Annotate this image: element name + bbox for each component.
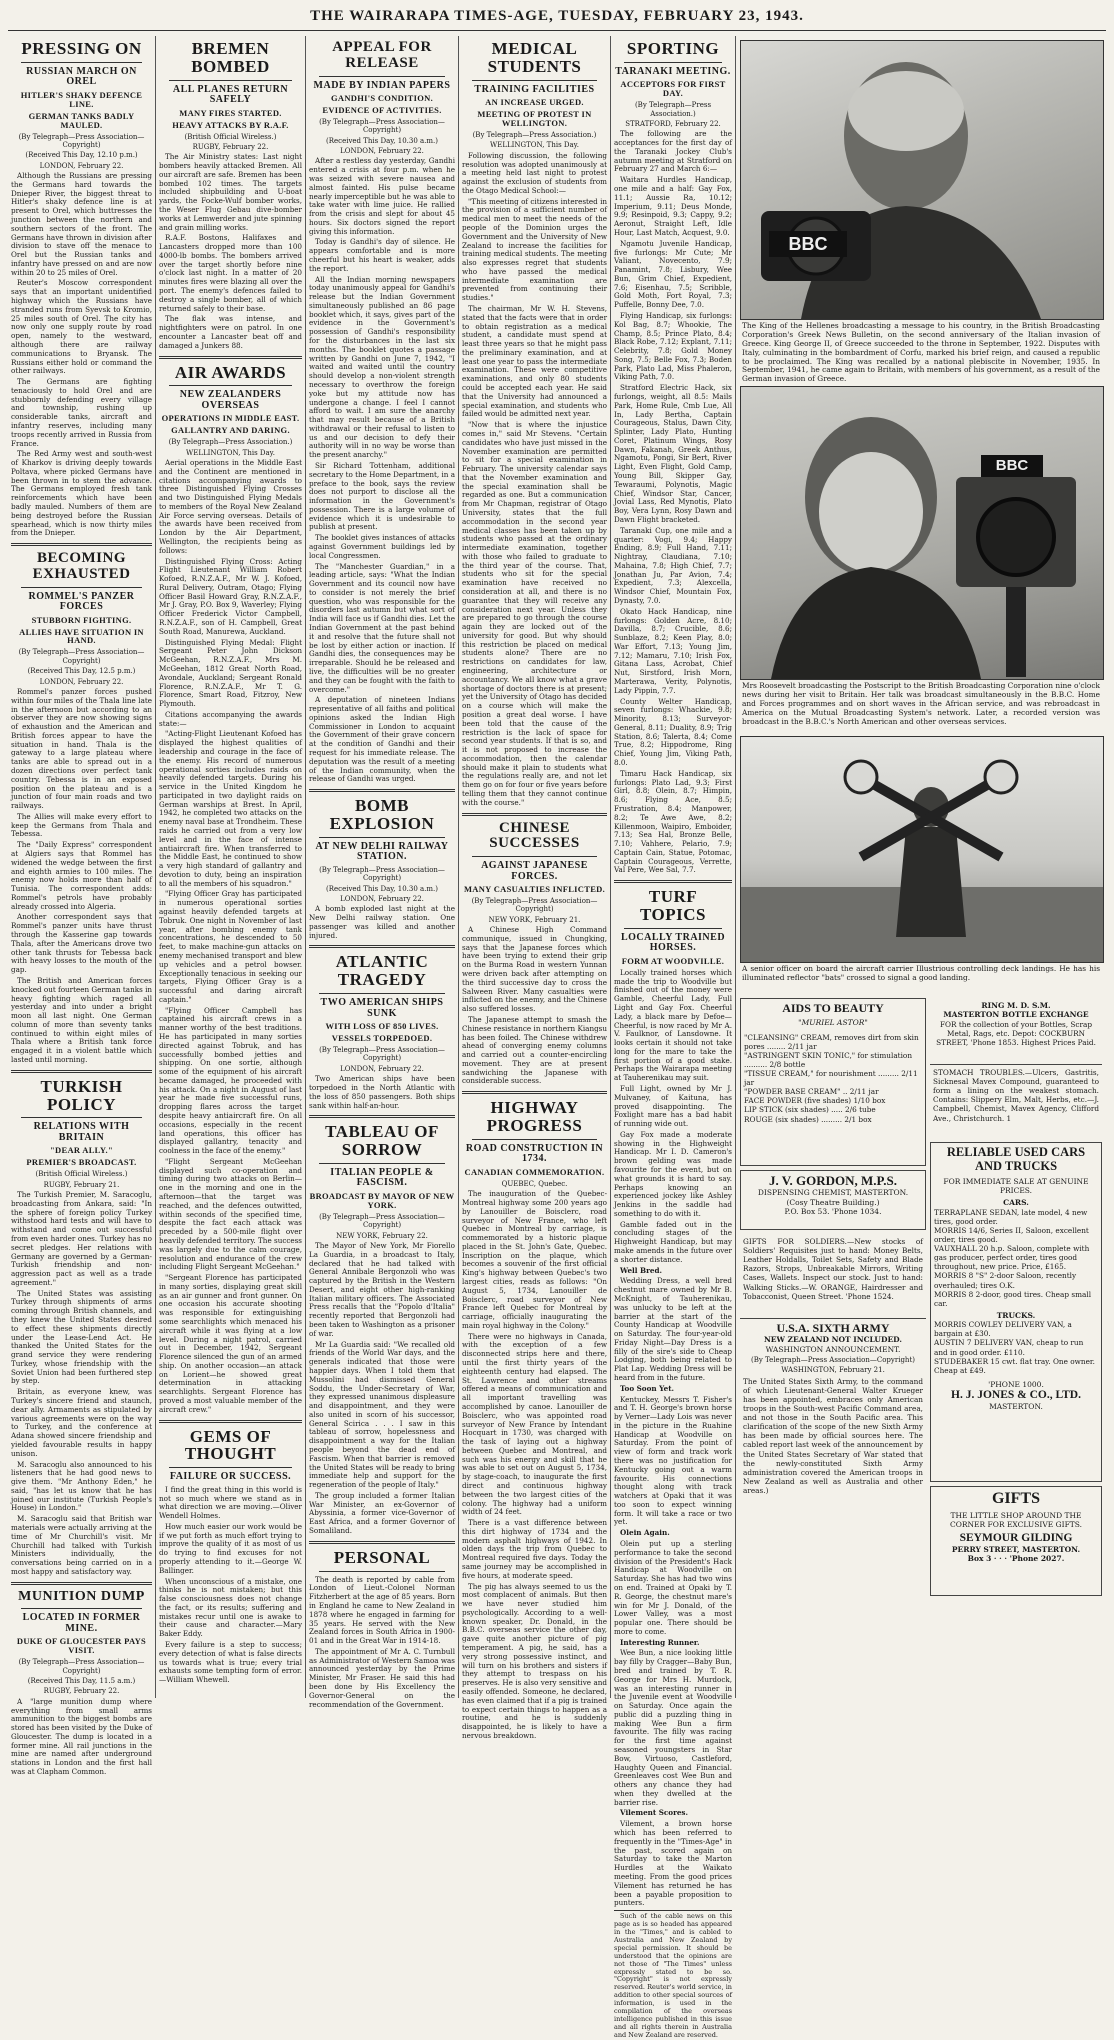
ad-body: FOR the collection of your Bottles, Scrap Metal, Rags, etc. Depot: COCKBURN STREET, 'Phone 1853. Highest Prices Paid. (936, 1019, 1096, 1047)
subhead: RELATIONS WITH BRITAIN (33, 1121, 130, 1143)
columns (8, 36, 1106, 2039)
paragraph: Wedding Dress, a well bred chestnut mare owned by Mr B. McKnight, of Tauherenikau, was unlucky to be left at the barrier at the start of the County Handicap at Woodville on Saturday. The four-year-old Friday Night—Day Dress is a filly of the sire's side to Cheap Lodging, both being related to Plat Lap. Wedding Dress will be heard from in the future. (614, 1276, 732, 1382)
paragraph: Although the Russians are pressing the Germans hard towards the Dnieper River, the biggest threat to Hitler's shaky defence line is at present to Orel, which buttresses the junction between the northern and southern sectors of the front. The Germans have thrown in division after division to stave off the menace to Orel but the Russian tanks and infantry have pressed on and are now within 20 to 25 miles of Orel. (11, 171, 152, 277)
ad-title: U.S.A. SIXTH ARMY (776, 1321, 890, 1335)
carrier-officer-image (741, 737, 1103, 962)
ad-title: RELIABLE USED CARS AND TRUCKS (946, 1145, 1086, 1173)
headline-sporting: SPORTING (626, 39, 720, 58)
paragraph: Kentuckey, Messrs T. Fisher's and T. H. George's brown horse by Verner—Lady Lois was never in the picture in the Ruahine Handicap at Woodville on Saturday. From the point of view of form and track work there was no justification for Kentucky going out a warm favourite. His connections thought along with track watchers at Opaki that it was too soon to expect winning form. It will take a race or two yet. (614, 1394, 732, 1527)
paragraph: Full Light, owned by Mr J. Mulvaney, of Kaituna, has proved disappointing. The Foxlight mare has a bad habit of running wide out. (614, 1083, 732, 1129)
paragraph: Vilement, a brown horse which has been referred to frequently in the "Times-Age" in the past, scored again on Saturday to take the Marton Hurdles at the Waikato meeting. From the good prices Vilement has returned he has been a payable proposition to punters. (614, 1819, 732, 1908)
dateline: NEW YORK, February 22. (336, 1231, 428, 1240)
ad-section: CARS. (1003, 1198, 1029, 1208)
dateline: (Received This Day, 10.30 a.m.) (326, 884, 438, 893)
paragraph: The Air Ministry states: Last night bombers heavily attacked Bremen. All our aircraft are safe. Bremen has been bombed 102 times. The targets included shipbuilding and U-boat yards, the Focke-Wulf bomber works, the Weser Flug Gebau dive-bomber works at Lemwerder and jute spinning and grain milling works. (159, 152, 302, 232)
subhead: MANY CASUALTIES INFLICTED. (463, 884, 606, 895)
paragraph: The booklet gives instances of attacks against Government buildings led by local Congressmen. (309, 533, 455, 560)
paragraph: A "large munition dump where everything from small arms ammunition to the biggest bombs are stored has been visited by the Duke of Gloucester. The dump is located in a former mine. All rail junctions in the mine are named after underground stations in London and the first hall was at Clapham Common. (11, 1696, 152, 1777)
ad-line: MORRIS 8 2-door, good tires. Cheap small car. (934, 1289, 1092, 1308)
dateline: WELLINGTON, This Day. (490, 141, 579, 150)
subhead: ALL PLANES RETURN SAFELY (172, 83, 289, 106)
ad-line: "POWDER BASE CREAM" .. 2/11 jar (744, 1087, 879, 1097)
paragraph: A deputation of nineteen Indians representative of all faiths and political opinions asked the Indian High Commissioner in London to acquaint the Government of their grave concern at the condition of Gandhi and their request for his immediate release. The deputation was the result of a meeting of the Indian community, when the release of Gandhi was urged. (309, 695, 455, 784)
headline-highway-progress: HIGHWAY PROGRESS (486, 1098, 583, 1136)
ad-line: ROUGE (six shades) ......... 2/1 box (744, 1114, 872, 1124)
photo-king-of-hellenes (740, 40, 1104, 320)
ad-subtitle: "MURIEL ASTOR" (798, 1018, 868, 1028)
paragraph: Britain, as everyone knew, was Turkey's sincere friend and staunch, dear ally. Armaments as stipulated by various agreements were on the way to Turkey, and the conference at Adana showed sincere friendship and yielded favourable results in happy unison. (11, 1387, 152, 1458)
paragraph: The flak was intense, and nightfighters were on patrol. In one encounter a Lancaster beat off and damaged a Junkers 88. (159, 314, 302, 350)
ad-usa-sixth-army (740, 1318, 926, 1694)
ad-subtitle: THE LITTLE SHOP AROUND THE CORNER FOR EXCLUSIVE GIFTS. (949, 1510, 1083, 1529)
ad-subtitle: (Cosy Theatre Building.) (786, 1197, 880, 1207)
subhead: GANDHI'S CONDITION. (330, 93, 434, 103)
subhead: MADE BY INDIAN PAPERS (313, 79, 451, 91)
subhead: WITH LOSS OF 850 LIVES. (325, 1021, 439, 1032)
dateline: (Received This Day, 11.5 a.m.) (27, 1676, 136, 1685)
paragraph: Well Bred. (620, 1265, 662, 1275)
ad-title: AIDS TO BEAUTY (782, 1001, 884, 1015)
ad-line: MORRIS 14/6, Series II, Saloon, excellent order, tires good. (934, 1225, 1089, 1244)
dateline: QUEBEC, Quebec. (501, 1179, 568, 1188)
subhead: OPERATIONS IN MIDDLE EAST. (161, 413, 300, 424)
column-5 (611, 36, 736, 2039)
dateline: (By Telegraph—Press Association—Copyright) (319, 1046, 445, 1063)
dateline: (By Telegraph—Press Association—Copyright) (18, 1658, 145, 1675)
column-4 (459, 36, 611, 1740)
paragraph: Gamble faded out in the concluding stages of the Highweight Handicap, but may make amends in the future over a shorter distance. (614, 1219, 732, 1264)
headline-atlantic-tragedy: ATLANTIC TRAGEDY (335, 952, 429, 990)
paragraph: The Allies will make every effort to keep the Germans from Thala and Tebessa. (11, 811, 152, 839)
dateline: LONDON, February 22. (39, 677, 124, 686)
subhead: DUKE OF GLOUCESTER PAYS VISIT. (16, 1636, 147, 1656)
subhead: LOCALLY TRAINED HORSES. (620, 931, 726, 954)
paragraph: "This meeting of citizens interested in the provision of a sufficient number of medical men to meet the needs of the people of the Dominion urges the Government and the University of New Zealand to increase the facilities for training medical students. The meeting also expresses regret that students who have passed the medical intermediate examination are prevented from continuing their studies." (462, 196, 607, 303)
paragraph: The pig has always seemed to us the most complacent of animals. But then we have never studied him psychologically. According to a well-known speaker, Dr. Donald, in the B.B.C. overseas service the other day, gave quite another picture of pig temperament. A pig, he said, has a very strong possessive instinct, and will turn on his brothers and sisters if they attempt to trespass on his preserves. He is also very sensitive and easily offended. Someone, he declared, has even claimed that if a pig is trained to expect certain things to happen as a routine, and he is suddenly disappointed, he is likely to have a nervous breakdown. (462, 1581, 607, 1740)
dateline: (Received This Day, 12.5 p.m.) (27, 667, 136, 676)
subhead: ROMMEL'S PANZER FORCES (28, 590, 135, 613)
subhead: ITALIAN PEOPLE & FASCISM. (330, 1166, 434, 1189)
paragraph: "Flying Officer Campbell has captained his aircraft crews in a manner worthy of the best traditions. He has participated in many sorties directed against Tobruk, and has successfully bombed jetties and shipping. On one sortie, although some of the equipment of his aircraft became damaged, he proceeded with his attack. On a night in August of last year he made five successful runs, dropping flares across the target despite heavy antiaircraft fire. On all occasions, especially in the recent land operations, this officer has displayed gallantry, tenacity and coolness in the face of the enemy." (159, 1005, 302, 1156)
dateline: (By Telegraph—Press Association.) (168, 438, 293, 447)
paragraph: The United States was assisting Turkey through shipments of arms coming through British channels, and they knew the United States desired to effect these shipments directly under the Lease-Lend Act. He thanked the United States for the grand service they were rendering Turkey, whose friendship with the Soviet Union had been furthered step by step. (11, 1288, 152, 1386)
paragraph: Waitara Hurdles Handicap, one mile and a half: Gay Fox, 11.1; Aussie Ra, 10.12; Imperium, 9.11; Deus Monde, 9.9; Resinpoid, 9.3; Cappy, 9.2; Aeronut, Straight Left, Idle Hour, Last Match, Acquest, 9.0. (614, 175, 732, 237)
ad-title: RING M. D. S.M. (981, 1001, 1051, 1010)
dateline: (By Telegraph—Press Association—Copyright) (18, 648, 145, 665)
subhead: TRAINING FACILITIES (474, 83, 595, 95)
ad-line: AUSTIN 7 DELIVERY VAN, cheap to run and in good order. £110. (934, 1338, 1084, 1357)
paragraph: "Sergeant Florence has participated in many sorties, displaying great skill as an air gunner and front gunner. On one occasion his accurate shooting was responsible for extinguishing some searchlights which menaced his aircraft while it was flying at a low level. During a night patrol, carried out in December, 1942, Sergeant Florence silenced the gun of an armed ship. On another occasion—an attack on Lorient—he showed great determination in attacking searchlights. Sergeant Florence has proved a most valuable member of the aircraft crew." (159, 1273, 302, 1414)
paragraph: The Red Army west and south-west of Kharkov is driving deeply towards Poltava, where picked Germans have been thrown in to stem the advance. The Germans employed fresh tank reinforcements which have been badly mauled. Numbers of them are being destroyed before the Russian spearhead, which is now thirty miles from the Dnieper. (11, 449, 152, 538)
subhead: CANADIAN COMMEMORATION. (464, 1166, 605, 1177)
paragraph: Two American ships have been torpedoed in the North Atlantic with the loss of 850 passengers. Both ships sank within half-an-hour. (309, 1074, 455, 1110)
masthead: THE WAIRARAPA TIMES-AGE, TUESDAY, FEBRUARY 23, 1943. (8, 8, 1106, 31)
ad-line: "CLEANSING" CREAM, removes dirt from skin pores ........ 2/11 jar (744, 1032, 919, 1051)
paragraph: The British and American forces knocked out fourteen German tanks in heavy fighting which raged all yesterday and into under a bright moon all last night. One German column of more than seventy tanks continued to within eight miles of Thala where a British tank force engaged it in a violent battle which lasted until morning. (11, 975, 152, 1064)
ad-line: "TISSUE CREAM," for nourishment ......... 2/11 jar (744, 1069, 918, 1088)
subhead: RUSSIAN MARCH ON OREL (26, 65, 137, 88)
paragraph: How much easier our work would be if we put forth as much effort trying to improve the quality of it as most of us do trying to find excuses for not properly attending to it.—George W. Ballinger. (159, 1521, 302, 1575)
dateline: LONDON, February 22. (340, 147, 424, 156)
paragraph: All the Indian morning newspapers today unanimously appeal for Gandhi's release but the Indian Government simultaneously published an 86 page booklet which, it says, gives part of the evidence in the Government's possession of Gandhi's responsibility for the disturbances in the last six months. The booklet quotes a passage written by Gandhi on June 7, 1942, "I waited and waited until the country should develop a non-violent strength necessary to overthrow the foreign yoke but my attitude now has undergone a change. I feel I cannot afford to wait. I am sure the anarchy that may result because of a British withdrawal or their refusal to listen to us and our decision to defy their authority will in no way be worse than the present anarchy." (309, 274, 455, 460)
paragraph: The Japanese attempt to smash the Chinese resistance in northern Kiangsu has been foiled. The Chinese withdrew ahead of converging enemy columns and carried out a counter-encircling movement. They are at present sandwiching the Japanese with considerable success. (462, 1014, 607, 1086)
ad-subtitle: FOR IMMEDIATE SALE AT GENUINE PRICES. (943, 1176, 1089, 1195)
paragraph: When unconscious of a mistake, one thinks he is not mistaken; but this false consciousness does not change the fact, or its results; suffering and mistakes recur until one is awake to their cause and character.—Mary Baker Eddy. (159, 1576, 302, 1639)
paragraph: "Flying Officer Gray has participated in numerous operational sorties against heavily defended targets at Tobruk. One night in November of last year, after bombing enemy tank concentrations, he descended to 50 feet, to make machine-gun attacks on enemy mechanised transport and blew up vehicles and a petrol bowser. Exceptionally tenacious in seeking our targets, Flying Officer Gray is a successful and daring aircraft captain." (159, 889, 302, 1004)
ad-line: TERRAPLANE SEDAN, late model, 4 new tires, good order. (934, 1207, 1088, 1226)
caption-carrier: A senior officer on board the aircraft carrier Illustrious controlling deck landings. He has his illuminated reflector "bats" crossed to signal a good landing. (742, 964, 1100, 982)
ad-line: FACE POWDER (five shades) 1/10 box (744, 1096, 886, 1106)
king-portrait-image (741, 41, 1103, 319)
paragraph: Rommel's panzer forces pushed within four miles of the Thala line late in the afternoon but according to an observer they are now showing signs of exhaustion and the American and British forces appear to have the situation in hand. Thala is the gateway to a large plateau where tanks are able to spread out in a dozen directions over perfect tank country. Tebessa is in an exposed position on the plateau and is a junction of four main roads and two railways. (11, 686, 152, 811)
paragraph: Every failure is a step to success; every detection of what is false directs us towards what is true; every trial exhausts some tempting form of error.—William Whewell. (159, 1640, 302, 1685)
ad-stomach-troubles (930, 1064, 1102, 1138)
ad-body: GIFTS FOR SOLDIERS.—New stocks of Soldiers' Requisites just to hand: Money Belts, Leather Holdalls, Toilet Sets, Safety and Blade Razors, Strops, Unbreakable Mirrors, Writing Cases, Wallets. Inspect our stock. Just to hand: Walking Sticks.—W. ORANGE, Hairdresser and Tobacconist, Queen Street. 'Phone 1524. (743, 1237, 923, 1301)
ad-line: VAUXHALL 20 h.p. Saloon, complete with gas producer, perfect order, tires good throughout, new price. Price, £165. (934, 1244, 1090, 1272)
headline-personal: PERSONAL (333, 1547, 431, 1567)
ad-address: PERRY STREET, MASTERTON. (951, 1544, 1081, 1554)
dateline: LONDON, February 22. (340, 1064, 424, 1073)
headline-appeal-for-release: APPEAL FOR RELEASE (332, 39, 432, 71)
paragraph: Citations accompanying the awards state:— (159, 709, 302, 728)
paragraph: Ngamotu Juvenile Handicap, five furlongs: Mr Cute; Mr Valiant, Novecento, 7.9; Panamint, 7.8; Lisbury, Wee Bun, Grim Chief, Expedient, 7.6; Eisenhau, 7.5; Scribble, Gold Moth, Fort Royal, 7.3; Puffelle, Bonny Dee, 7.0. (614, 238, 732, 310)
ad-subtitle: NEW ZEALAND NOT INCLUDED. (763, 1335, 903, 1345)
paragraph: Olein Again. (620, 1528, 670, 1538)
bbc-logo: BBC (981, 455, 1043, 477)
ad-box: Box 3 · · · 'Phone 2027. (967, 1554, 1065, 1564)
paragraph: A Chinese High Command communique, issued in Chungking, says that the Japanese forces which have been trying to extend their grip on the Burma Road in western Yunnan were driven back after attempting on the third successive day to cross the Salween River. Many casualties were inflicted on the enemy, and the Chinese also suffered losses. (462, 925, 607, 1014)
paragraph: The following are the acceptances for the first day of the Taranaki Jockey Club's autumn meeting at Stratford on February 27 and March 6:— (614, 129, 732, 174)
subhead: STUBBORN FIGHTING. (31, 614, 132, 625)
paragraph: "Flight Sergeant McGeehan displayed such co-operation and timing during two attacks on Berlin—one in the morning and one in the afternoon—that the target was reached, and the defences outwitted, within seconds of the specified time, despite the fact each attack was preceded by a 500-mile flight over heavily defended territory. The success was largely due to the calm courage, resolution and endurance of the crew including Flight Sergeant McGeehan." (159, 1156, 302, 1272)
ad-phone: 'PHONE 1000. (988, 1379, 1044, 1389)
subhead: TWO AMERICAN SHIPS SUNK (320, 997, 444, 1019)
ad-gifts-for-soldiers (740, 1234, 926, 1314)
subhead: AT NEW DELHI RAILWAY STATION. (315, 840, 449, 863)
subhead: ROAD CONSTRUCTION IN 1734. (465, 1142, 604, 1165)
paragraph: Distinguished Flying Cross: Acting Flight Lieutenant William Robert Kofoed, R.N.Z.A.F., Mr W. J. Kofoed, Rural Delivery, Outram, Otago; Flying Officer Basil Howard Gray, R.N.Z.A.F., Mr J. Gray, P.O. Box 9, Waverley; Flying Officer Frederick Victor Campbell, R.N.Z.A.F., son of H. Campbell, Great South Road, Manurewa, Auckland. (159, 556, 302, 636)
paragraph: M. Saracoglu said that British war materials were actually arriving at the time of Mr Churchill's visit. Mr Churchill had talked with Turkish Ministers individually, the conversations being carried on in a most happy and satisfactory way. (11, 1514, 152, 1576)
ad-line: LIP STICK (six shades) ..... 2/6 tube (744, 1105, 876, 1115)
ad-subtitle: MASTERTON BOTTLE EXCHANGE (943, 1010, 1089, 1020)
headline-bremen-bombed: BREMEN BOMBED (191, 39, 270, 76)
paragraph: Stratford Electric Hack, six furlongs, weight, all 8.5: Mails Park, Home Rule, Cmb Lue, All In, Lady Bertha, Captain Courageous, Stalus, Dawn City, Splinter, Lady Plato, Hunting Coret, Platinum Wings, Rosy Dawn, Fakanah, Greek Anthus, Ngamotu, Pongi, Sir Bert, River Light, Even Flight, Gold Camp, Young Bill, Skipper Gay, Tewaraumi, Polynotis, Magic Chief, Windsor Star, Cancer, Jovial Lass, Red Mynotis, Plato Boy, Vera Lynn, Rosy Dawn and Dawn Flight bracketed. (614, 383, 732, 524)
headline-munition-dump: MUNITION DUMP (18, 1588, 145, 1604)
dateline: (By Telegraph—Press Association—Copyright) (319, 117, 445, 135)
ad-jv-gordon (740, 1170, 926, 1230)
paragraph: The group included a former Italian War Minister, an ex-Governor of Abyssinia, a former vice-Governor of East Africa, and a former Governor of Somaliland. (309, 1490, 455, 1535)
ad-gifts (930, 1486, 1102, 1596)
caption-king: The King of the Hellenes broadcasting a message to his country, in the British Broadcasting Corporation's Greek News Bulletin, on the second anniversary of the Italian invasion of Greece. King George II, of Greece succeeded to the throne in September, 1922. Disputes with Italy, culminating in the bombardment of Corfu, marked his brief reign, and caused a republic to be proclaimed. The King was recalled by a national plebiscite in November, 1935. In September, 1941, he came again to Britain, with members of his government, as a result of the German invasion of Greece. (742, 321, 1100, 384)
dateline: (By Telegraph—Press Association—Copyright) (471, 896, 598, 914)
paragraph: There were no highways in Canada, with the exception of a few disconnected strips here and there, until the first thirty years of the eighteenth century had elapsed. The St. Lawrence and other streams offered a means of communication and all important travelling was accomplished by canoe. Lanouiller de Boisclerc, who was appointed road surveyor of New France by Intendant Hocquart in 1730, was charged with the task of laying out a highway between Quebec and Montreal, and such was his energy and skill that he was able to set out on August 5, 1734, by stage-coach, to inaugurate the first direct and continuous highway between the two largest cities of the colony. The highway had a uniform width of 24 feet. (462, 1331, 607, 1517)
dateline: (By Telegraph—Press Association.) (634, 101, 712, 118)
bbc-logo: BBC (769, 231, 847, 257)
ad-aids-to-beauty (740, 998, 926, 1166)
subhead: TARANAKI MEETING. (615, 65, 731, 77)
headline-pressing-on: PRESSING ON (21, 39, 142, 58)
dateline: (By Telegraph—Press Association.) (472, 130, 597, 139)
ad-title: J. V. GORDON, M.P.S. (769, 1173, 897, 1188)
paragraph: Today is Gandhi's day of silence. He appears comfortable and is more cheerful but his heart is weaker, adds the report. (309, 237, 455, 273)
paragraph: The Turkish Premier, M. Saracoglu, broadcasting from Ankara, said: "In the sphere of foreign policy Turkey withstood hard tests and will have to withstand and come out successful from even harder ones. Turkey has no secret pledges. Her relations with Germany are governed by a German-Turkish friendship and non-aggression pact as well as a trade agreement." (11, 1190, 152, 1287)
dateline: (Received This Day, 12.10 p.m.) (25, 151, 138, 160)
paragraph: Vilement Scores. (620, 1808, 688, 1818)
ad-town: MASTERTON. (989, 1401, 1043, 1411)
ad-firm: SEYMOUR GILDING (959, 1532, 1073, 1545)
ad-line: "ASTRINGENT SKIN TONIC," for stimulation .......... 2/8 bottle (744, 1050, 913, 1069)
ad-subtitle: DISPENSING CHEMIST, MASTERTON. (757, 1188, 909, 1198)
paragraph: Okato Hack Handicap, nine furlongs: Golden Acre, 8.10; Davilla, 8.7; Crucible, 8.6; Sunblaze, 8.2; Keen Play, 8.0; War Effort, 7.13; Young Jim, 7.12; Mamaru, 7.10; Irish Fox, Gitana Lass, Acrobat, Chief Nut, Sirstford, Irish Morn, Marterawa, Verity, Polynotis, Lady Pippin, 7.7. (614, 606, 732, 695)
subhead: BROADCAST BY MAYOR OF NEW YORK. (309, 1190, 455, 1210)
dateline: NEW YORK, February 21. (488, 915, 581, 924)
dateline: (By Telegraph—Press Association—Copyright) (18, 132, 145, 149)
paragraph: Interesting Runner. (620, 1637, 700, 1647)
headline-air-awards: AIR AWARDS (174, 362, 287, 382)
dateline: WASHINGTON, February 21. (781, 1366, 885, 1375)
paragraph: Another correspondent says that Rommel's panzer units have thrust through the Kasserine gap towards Thala, after the Americans drove two other tank thrusts for Tebessa back with heavy losses to the mouth of the gap. (11, 912, 152, 975)
subhead: GALLANTRY AND DARING. (171, 425, 290, 436)
subhead: FAILURE OR SUCCESS. (169, 1471, 292, 1483)
paragraph: The appointment of Mr A. C. Turnbull as Administrator of Western Samoa was announced yesterday by the Prime Minister, Mr Fraser. He said this had been done by His Excellency the Governor-General on the recommendation of the Government. (309, 1646, 455, 1709)
subhead: NEW ZEALANDERS OVERSEAS (179, 389, 282, 411)
subhead: PREMIER'S BROADCAST. (26, 1157, 137, 1168)
paragraph: The Germans are fighting tenaciously to hold Orel and are stubbornly defending every village and township, rushing up considerable tanks, aircraft and infantry reserves, including many troops recently arrived in Russia from France. (11, 377, 152, 448)
paragraph: The Mayor of New York, Mr Fiorello La Guardia, in a broadcast to Italy, declared that he had talked with General Annibale Bergonzoli who was captured by the British in the Western Desert, and eight other high-ranking Italian military officers. The Associated Press recalls that the "Popolo d'Italia" recently reported that Bergonzoli had been taken to Washington as a prisoner of war. (309, 1241, 455, 1338)
ad-body: The United States Sixth Army, to the command of which Lieutenant-General Walter Krueger has been appointed, embraces only American troops in the South-west Pacific Command area, and not those in the South Pacific area. This clarification of the scope of the new Sixth Army has been made by official sources here. The cabled report last week of the announcement by the United States Secretary of War stated that the newly-constituted Sixth Army administration covered the American troops in New Zealand as well as Australia and other areas.) (743, 1376, 923, 1496)
dateline: STRATFORD, February 22. (625, 119, 721, 128)
paragraph: The "Daily Express" correspondent at Algiers says that Rommel has widened the wedge between the first and eighth armies to 100 miles. The enemy now holds more than half of Tunisia. The correspondent adds: Rommel's petrols have probably already crossed into Algeria. (11, 840, 152, 911)
dateline: (British Official Wireless.) (35, 1170, 128, 1179)
subhead: HITLER'S SHAKY DEFENCE LINE. (20, 89, 143, 109)
headline-bomb-explosion: BOMB EXPLOSION (329, 796, 435, 833)
paragraph: Gay Fox made a moderate showing in the Highweight Handicap. Mr I. D. Cameron's brown gelding was made favourite for the event, but on what grounds it is hard to say. Perhaps knowing an experienced jockey like Ashley Jenkins in the saddle had something to do with it. (614, 1129, 732, 1218)
column-3 (306, 36, 459, 1709)
paragraph: Reuter's Moscow correspondent says that an important unidentified highway which the Russians have stranded runs from Syevsk to Kromio, 25 miles south of Orel. The city has now only one supply route by road open, namely to the westward, although there are railway communications to Bryansk. The Russians either hold or command the other railways. (11, 278, 152, 376)
dateline: RUGBY, February 21. (43, 1180, 120, 1189)
dateline: (By Telegraph—Press Association—Copyright) (319, 865, 445, 883)
ad-line: MORRIS 8 "S" 2-door Saloon, recently overhauled; tires O.K. (934, 1271, 1077, 1290)
paragraph: M. Saracoglu also announced to his listeners that he had good news to give them. "Mr Anthony Eden," he said, "has let us know that he has joined our institute (Turkish People's House) in London." (11, 1459, 152, 1513)
dateline: RUGBY, February 22. (192, 142, 269, 151)
dateline: LONDON, February 22. (39, 161, 124, 170)
ad-line: STUDEBAKER 15 cwt. flat tray. One owner. Cheap at £49. (934, 1356, 1095, 1375)
subhead: AN INCREASE URGED. (485, 97, 584, 108)
subhead: MEETING OF PROTEST IN WELLINGTON. (477, 109, 592, 129)
copyright-note: Such of the cable news on this page as is so headed has appeared in the "Times," and is cabled to Australia and New Zealand by special permission. It should be understood that the opinions are not those of "The Times" unless expressly stated to be so. "Copyright" is not expressly reserved. Reuter's world service, in addition to other special sources of information, is used in the compilation of the overseas intelligence published in this issue and all rights therein in Australia and New Zealand are reserved. (614, 1912, 732, 2039)
roosevelt-portrait-image (741, 387, 1103, 679)
paragraph: The chairman, Mr W. H. Stevens, stated that the facts were that in order to obtain registration as a medical student, a candidate must spend at least three years so that he might pass the preliminary examination, and at least one year to pass the intermediate examination. These were competitive examinations, and only 80 students could be accepted each year. He said that the University had announced a special examination, and students who failed would be admitted next year. (462, 304, 607, 419)
paragraph: After a restless day yesterday, Gandhi entered a crisis at four p.m. when he was seized with severe nausea and almost fainted. His pulse became nearly imperceptible but he was able to take water with lime juice. He rallied from the crisis and slept for about 45 hours. Six doctors signed the report giving this information. (309, 156, 455, 236)
subhead: ACCEPTORS FOR FIRST DAY. (620, 79, 726, 99)
paragraph: Taranaki Cup, one mile and a quarter: Vogi, 9.4; Happy Ending, 8.9; Full Hand, 7.11; Nightray, Claudiana, 7.10; Mahaina, 7.8; High Chief, 7.7; Jonathan Ju, Par Avion, 7.4; Expedient, 7.3; Alexcella, Windsor Chief, Mountain Fox, Dynasty, 7.0. (614, 525, 732, 605)
headline-turkish-policy: TURKISH POLICY (40, 1076, 123, 1114)
subhead: HEAVY ATTACKS BY R.A.F. (172, 119, 289, 130)
paragraph: Mr La Guardia said: "We recalled old friends of the World War days, and the generals indicated that those were happier days. When I told them that Mussolini had dismissed General Soddu, the Under-Secretary of War, they expressed unanimous displeasure and disappointment, and they were also united in scorn of his successor, General Scirica . . . I saw in this tableau of sorrow, hopelessness and disappointment a way for the Italian people beyond the dead end of Fascism. When that barrier is removed the United States will be ready to bring immediate help and support for the regeneration of the people of Italy." (309, 1339, 455, 1490)
paragraph: Distinguished Flying Medal: Flight Sergeant Peter John Dickson McGeehan, R.N.Z.A.F., Mrs M. McGeehan, 1812 Great North Road, Avondale, Auckland; Sergeant Ronald Florence, R.N.Z.A.F., Mr T. G. Florence, Smart Road, Fitzroy, New Plymouth. (159, 637, 302, 709)
paragraph: County Welter Handicap, seven furlongs: Whackie, 9.8; Minority, 8.13; Surveyor-General, 8.11; Duality, 8.9; Trig Station, 8.6; Talerta, 8.4; Come True, 8.2; Hippodrome, Ring Chief, Young Jim, Viking Path, 8.0. (614, 696, 732, 768)
subhead: ALLIES HAVE SITUATION IN HAND. (19, 626, 144, 646)
paragraph: The death is reported by cable from London of Lieut.-Colonel Norman Fitzherbert at the age of 85 years. Born in England he came to New Zealand in 1878 where he engaged in farming for 35 years. He served with the New Zealand forces in South Africa in 1900-01 and in the Great War in 1914-18. (309, 1574, 455, 1646)
subhead: FORM AT WOODVILLE. (621, 955, 725, 966)
ad-title: GIFTS (991, 1490, 1040, 1507)
dateline: LONDON, February 22. (340, 894, 424, 903)
ad-section: TRUCKS. (996, 1310, 1036, 1320)
headline-chinese-successes: CHINESE SUCCESSES (489, 819, 580, 852)
paragraph: The inauguration of the Quebec-Montreal highway some 200 years ago by Lanouiller de Boisclerc, road surveyor of New France, who left Quebec in Montreal by carriage, is commemorated by a historic plaque placed in the St. John's Gate, Quebec. Inscription on the plaque, which becomes a souvenir of the first official King's highway between Quebec's two largest cities, reads as follows: "On August 5, 1734, Lanouiller de Boisclerc, road surveyor of New France left Quebec for Montreal by carriage, officially inaugurating the main royal highway in the Colony." (462, 1189, 607, 1330)
paragraph: There is a vast difference between this dirt highway of 1734 and the modern asphalt highways of 1942. In olden days the trip from Quebec to Montreal required five days. Today the same journey may be accomplished in five hours, at moderate speed. (462, 1518, 607, 1580)
paragraph: Flying Handicap, six furlongs: Kol Bag, 8.7; Whookie, The Champ, 8.5; Prince Plato, 8.4; Black Robe, 7.12; Explant, 7.11; Celebrity, 7.8; Gold Money Song, 7.5; Belle Fox, 7.3; Boden Park, Plato Lad, Miss Phaleron, Viking Path, 7.0. (614, 310, 732, 382)
column-6 (736, 36, 1106, 1698)
paragraph: The "Manchester Guardian," in a leading article, says: "What the Indian Government and its council now have to consider is not merely the brief question, who was responsible for the disorders last autumn but what sort of India will face us if Gandhi dies. Let the Indian Government at the past behind it and resolve that the future shall not be lost by either action or inaction. If Gandhi dies, the consequences may be irreparable. Should he be released and live, the difficulties will be no greater and they can be fought with the faith to overcome." (309, 561, 455, 694)
subhead: MANY FIRES STARTED. (179, 107, 282, 118)
headline-gems-of-thought: GEMS OF THOUGHT (184, 1426, 277, 1464)
caption-roosevelt: Mrs Roosevelt broadcasting the Postscript to the British Broadcasting Corporation nine o'clock news during her visit to Britain. Her talk was broadcast simultaneously in the B.B.C. Home and Forces programmes and on short waves in the African service, and was rebroadcast in America on the Mutual Broadcasting System's network. Later, a recorded version was broadcast in the B.B.C.'s North American and other overseas services. (742, 681, 1100, 726)
photo-mrs-roosevelt (740, 386, 1104, 680)
paragraph: Wee Bun, a nice looking little bay filly by Cragger—Baby Bun, bred and trained by T. R. George for Mrs H. Murdock, was an interesting runner in the Juvenile event at Woodville on Saturday. Once again the public did a puzzling thing in making Wee Bun a firm favourite. The filly was racing for the first time against seasoned youngsters in Star Bow, Virtuoso, Castleford, Haughty Queen and Financial. Greenleaves cost Wee Bun and others any chance they had when they dwelled at the barrier rise. (614, 1648, 732, 1807)
paragraph: R.A.F. Bostons, Halifaxes and Lancasters dropped more than 100 4000-lb bombs. The bombers arrived over the target shortly before nine o'clock last night. In a matter of 20 minutes fires were blazing all over the port. The enemy's defences failed to destroy a single bomber, all of which returned safely to their base. (159, 233, 302, 313)
paragraph: Aerial operations in the Middle East and the Continent are mentioned in citations accompanying awards to three Distinguished Flying Crosses and two Distinguished Flying Medals to members of the Royal New Zealand Air Force serving overseas. Details of the awards have been received from London by the Air Department, Wellington, the recipients being as follows: (159, 457, 302, 555)
paragraph: Following discussion, the following resolution was adopted unanimously at a meeting held last night to protest against the exclusion of students from the Otago Medical School:— (462, 150, 607, 195)
column-2 (156, 36, 306, 1698)
subhead: GERMAN TANKS BADLY MAULED. (28, 110, 135, 130)
subhead: EVIDENCE OF ACTIVITIES. (322, 104, 442, 115)
paragraph: Locally trained horses which made the trip to Woodville but finished out of the money were Gamble, Cheerful Lady, Full Light and Gay Fox. Cheerful Lady, a black mare by Defoe—Cheerful, is now raced by Mr A. V. Faulknor, of Lansdowne. It looks certain it should not take long for the mare to take the first portion of a good stake. Perhaps the Wairarapa meeting at Tauherenikau may suit. (614, 967, 732, 1083)
paragraph: "Acting-Flight Lieutenant Kofoed has displayed the highest qualities of leadership and courage in the face of the enemy. His record of numerous operational sorties includes raids on heavily defended targets. During his service in the United Kingdom he participated in two daylight raids on German warships at Brest. In April, 1942, he completed two attacks on the enemy naval base at Trondheim. These raids he carried out from a very low level and in the face of intense antiaircraft fire. When transferred to the Middle East, he continued to show a very high standard of gallantry and devotion to duty, being an inspiration to all the members of his squadron." (159, 729, 302, 888)
ad-line: MORRIS COWLEY DELIVERY VAN, a bargain at £30. (934, 1320, 1072, 1339)
dateline: (By Telegraph—Press Association—Copyright) (751, 1355, 915, 1364)
dateline: (Received This Day, 10.30 a.m.) (326, 136, 438, 145)
ad-subtitle: P.O. Box 53. 'Phone 1034. (784, 1207, 882, 1217)
subhead: LOCATED IN FORMER MINE. (22, 1612, 141, 1634)
dateline: WELLINGTON, This Day. (186, 448, 275, 457)
paragraph: "Now that is where the injustice comes in," said Mr Stevens. "Certain candidates who have just missed in the November examination are permitted to sit for a special examination in February. The university calendar says that the November examination and the special examination shall be regarded as one. But a communication from Mr Chapman, registrar of Otago University, states that the full accommodation in the second year medical classes has been taken up by students who passed at the ordinary intermediate examination, together with those who failed to graduate to the third year of the course. That, students who sit for the special examination have received no consideration at all, and there is no guarantee that they will receive any consideration next year. Unless they are prepared to go through the course again they are locked out of the university for good. But why should this restriction be placed on medical students alone? There are no restrictions on candidates for law, engineering, architecture or accountancy. We all know what a grave shortage of doctors there is at present; yet the University of Otago has decided on a course which will make the position a great deal worse. I have been told that the cause of the restriction is the lack of space for second year students. If that is so, and it is not proposed to increase the accommodation, then the calendar should make it plain to students what the regulations really are, and not let them go on for four or five years before telling them that they cannot continue with the course." (462, 420, 607, 807)
dateline: RUGBY, February 22. (43, 1687, 120, 1696)
subhead: AGAINST JAPANESE FORCES. (481, 860, 588, 882)
headline-medical-students: MEDICAL STUDENTS (487, 39, 582, 76)
paragraph: Timaru Hack Handicap, six furlongs: Plato Lad, 9.3; First Girl, 8.8; Olein, 8.7; Himpin, 8.6; Flying Ace, 8.5; Frustration, 8.4; Manpower, 8.2; Te Awe Awe, 8.2; Killenmoon, Waipiro, Emboider, 7.13; Sea Hal, Bronze Belle, 7.10; Vahhere, Pelario, 7.9; Captain Cain, Statue, Potomac, Captain Courageous, Verrette, Val Pere, Wee Sal, 7.7. (614, 768, 732, 875)
ad-used-cars (930, 1142, 1102, 1482)
headline-turf-topics: TURF TOPICS (640, 887, 706, 925)
paragraph: Olein put up a sterling performance to take the second division of the President's Hack Handicap at Woodville on Saturday. She has had two wins on end. Trained at Opaki by T. R. George, the chestnut mare's win for Mr J. Donald, of the Lower Valley, was a most popular one. There should be more to come. (614, 1539, 732, 1636)
paragraph: A bomb exploded last night at the New Delhi railway station. One passenger was killed and another injured. (309, 904, 455, 940)
ad-firm: H. J. JONES & CO., LTD. (951, 1389, 1081, 1402)
ad-body: STOMACH TROUBLES.—Ulcers, Gastritis, Sicknesal Mavex Compound, guaranteed to form a lining on the weakest stomach. Contains: Slippery Elm, Malt, Herbs, etc.—J. Campbell, Chemist, Mavex Agency, Clifford Ave., Christchurch. 1 (933, 1068, 1099, 1123)
photo-carrier-officer (740, 736, 1104, 963)
ad-subtitle: WASHINGTON ANNOUNCEMENT. (765, 1344, 901, 1354)
dateline: (British Official Wireless.) (184, 132, 277, 141)
headline-tableau-of-sorrow: TABLEAU OF SORROW (325, 1122, 439, 1160)
subhead: VESSELS TORPEDOED. (331, 1033, 433, 1044)
column-1 (8, 36, 156, 1777)
dateline: (By Telegraph—Press Association—Copyright) (319, 1212, 445, 1230)
subhead: "DEAR ALLY." (50, 1145, 113, 1156)
ad-bottle-exchange (930, 998, 1102, 1060)
paragraph: I find the great thing in this world is not so much where we stand as in what direction we are moving.—Oliver Wendell Holmes. (159, 1484, 302, 1521)
paragraph: Sir Richard Tottenham, additional secretary to the Home Department, in a preface to the book, says the review does not purport to disclose all the information in the Government's possession. There is a large volume of evidence which it is undesirable to publish at present. (309, 460, 455, 532)
headline-becoming-exhausted: BECOMING EXHAUSTED (32, 550, 131, 582)
paragraph: Too Soon Yet. (620, 1383, 675, 1393)
